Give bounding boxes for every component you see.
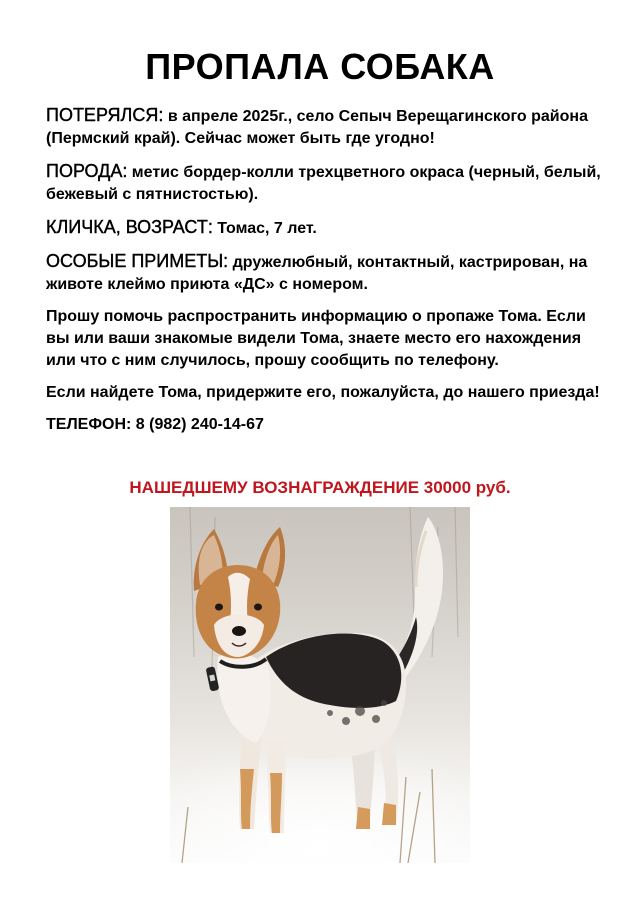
features-paragraph [46,250,606,296]
phone-label: ТЕЛЕФОН: [46,416,132,433]
page-title: ПРОПАЛА СОБАКА [145,46,495,87]
lost-text: в апреле 2025г., село Сепыч Верещагинского района (Пермский край). Сейчас может быть где угодно! [46,108,588,147]
features-label: ОСОБЫЕ ПРИМЕТЫ: [46,251,229,271]
breed-paragraph [46,160,606,206]
dog-illustration-icon [170,507,470,863]
lost-label: ПОТЕРЯЛСЯ: [46,105,164,125]
lost-paragraph [46,104,606,150]
hold-request-paragraph: Если найдете Тома, придержите его, пожалуйста, до нашего приезда! [46,384,600,401]
name-age-label: КЛИЧКА, ВОЗРАСТ: [46,217,213,237]
poster-body [46,104,606,446]
name-age-text: Томас, 7 лет. [212,220,317,237]
breed-label: ПОРОДА: [46,161,128,181]
appeal-paragraph: Прошу помочь распространить информацию о пропаже Тома. Если вы или ваши знакомые видели Тома, знаете место его нахождения или что с ним случилось, прошу сообщить по телефону. [46,308,586,369]
features-text: дружелюбный, контактный, кастрирован, на животе клеймо приюта «ДС» с номером. [46,254,588,293]
phone-number: 8 (982) 240-14-67 [131,416,264,433]
breed-text: метис бордер-колли трехцветного окраса (черный, белый, бежевый с пятнистостью). [46,164,601,203]
dog-photo [170,507,470,863]
reward-text: НАШЕДШЕМУ ВОЗНАГРАЖДЕНИЕ 30000 руб. [129,478,511,497]
name-age-paragraph [46,216,606,240]
phone-paragraph [46,414,606,436]
